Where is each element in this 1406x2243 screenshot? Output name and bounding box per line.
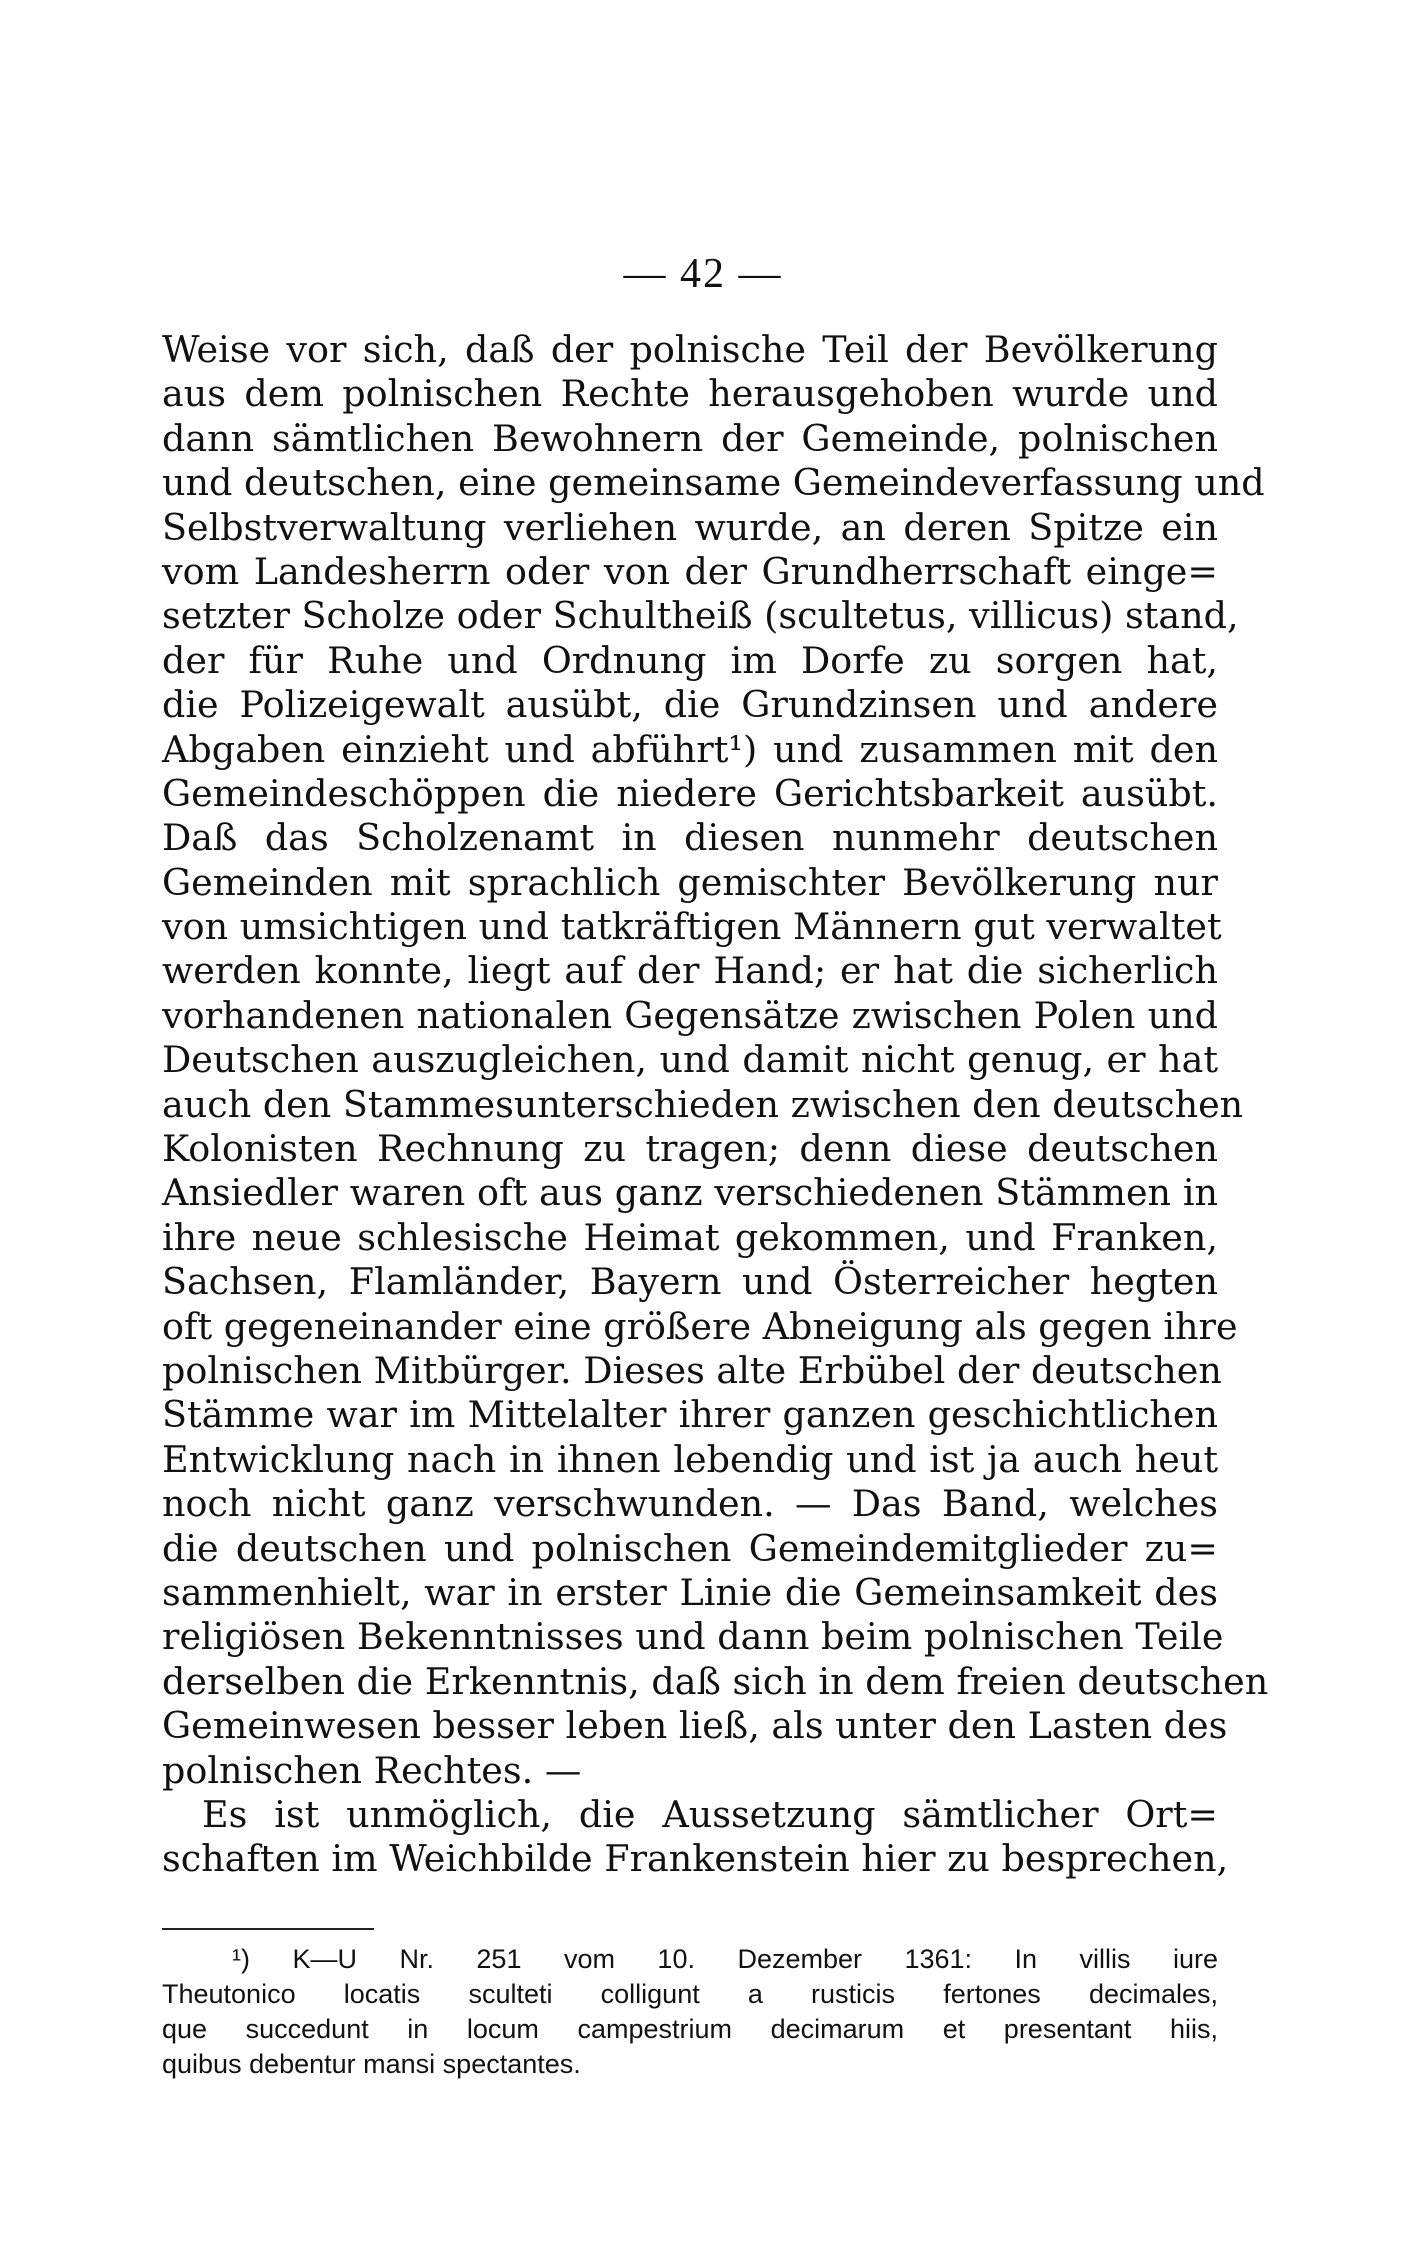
text-line: werden konnte, liegt auf der Hand; er hat die sicherlich [162,949,1218,993]
text-line: Daß das Scholzenamt in diesen nunmehr deutschen [162,816,1218,860]
footnote-line: que succedunt in locum campestrium decimarum et presentant hiis, [162,2014,1218,2044]
text-line: religiösen Bekenntnisses und dann beim polnischen Teile [162,1615,1224,1659]
footnote-line: quibus debentur mansi spectantes. [162,2049,581,2079]
text-line: sammenhielt, war in erster Linie die Gemeinsamkeit des [162,1570,1218,1614]
text-line: Entwicklung nach in ihnen lebendig und ist ja auch heut [162,1437,1218,1481]
text-line: Stämme war im Mittelalter ihrer ganzen geschichtlichen [162,1393,1218,1437]
text-line: schaften im Weichbilde Frankenstein hier zu besprechen, [162,1837,1229,1881]
text-line: Es ist unmöglich, die Aussetzung sämtlicher Ort= [202,1792,1218,1836]
text-line: Gemeinwesen besser leben ließ, als unter den Lasten des [162,1704,1228,1748]
text-line: vorhandenen nationalen Gegensätze zwischen Polen und [162,993,1218,1037]
text-line: polnischen Rechtes. — [162,1748,582,1792]
text-line: die Polizeigewalt ausübt, die Grundzinsen und andere [162,683,1218,727]
footnote-line: ¹) K—U Nr. 251 vom 10. Dezember 1361: In villis iure [232,1944,1218,1974]
text-line: und deutschen, eine gemeinsame Gemeindeverfassung und [162,461,1265,505]
text-line: Gemeinden mit sprachlich gemischter Bevölkerung nur [162,860,1218,904]
text-line: dann sämtlichen Bewohnern der Gemeinde, polnischen [162,416,1218,460]
text-line: Deutschen auszugleichen, und damit nicht genug, er hat [162,1038,1218,1082]
text-line: aus dem polnischen Rechte herausgehoben wurde und [162,372,1218,416]
text-line: ihre neue schlesische Heimat gekommen, und Franken, [162,1215,1218,1259]
main-text [162,328,1269,1882]
text-line: Selbstverwaltung verliehen wurde, an deren Spitze ein [162,505,1218,549]
text-line: polnischen Mitbürger. Dieses alte Erbübel der deutschen [162,1348,1222,1392]
footnote [162,1942,1218,2082]
text-line: die deutschen und polnischen Gemeindemitglieder zu= [162,1526,1218,1570]
text-line: derselben die Erkenntnis, daß sich in dem freien deutschen [162,1659,1269,1703]
text-line: Weise vor sich, daß der polnische Teil der Bevölkerung [162,328,1218,371]
text-line: von umsichtigen und tatkräftigen Männern gut verwaltet [162,905,1222,949]
text-line: Gemeindeschöppen die niedere Gerichtsbarkeit ausübt. [162,771,1218,815]
footnote-line: Theutonico locatis sculteti colligunt a rusticis fertones decimales, [162,1979,1218,2009]
text-line: der für Ruhe und Ordnung im Dorfe zu sorgen hat, [162,638,1218,682]
text-line: oft gegeneinander eine größere Abneigung als gegen ihre [162,1304,1238,1348]
text-line: auch den Stammesunterschieden zwischen den deutschen [162,1082,1244,1126]
text-line: setzter Scholze oder Schultheiß (scultetus, villicus) stand, [162,594,1239,638]
page-number: — 42 — [623,251,783,297]
text-line: Abgaben einzieht und abführt¹) und zusammen mit den [162,727,1218,771]
text-line: vom Landesherrn oder von der Grundherrschaft einge= [162,549,1218,593]
text-line: Ansiedler waren oft aus ganz verschiedenen Stämmen in [162,1171,1218,1215]
text-line: Sachsen, Flamländer, Bayern und Österreicher hegten [162,1260,1218,1304]
text-line: noch nicht ganz verschwunden. — Das Band, welches [162,1482,1218,1526]
text-line: Kolonisten Rechnung zu tragen; denn diese deutschen [162,1127,1218,1171]
footnote-divider [162,1928,374,1930]
